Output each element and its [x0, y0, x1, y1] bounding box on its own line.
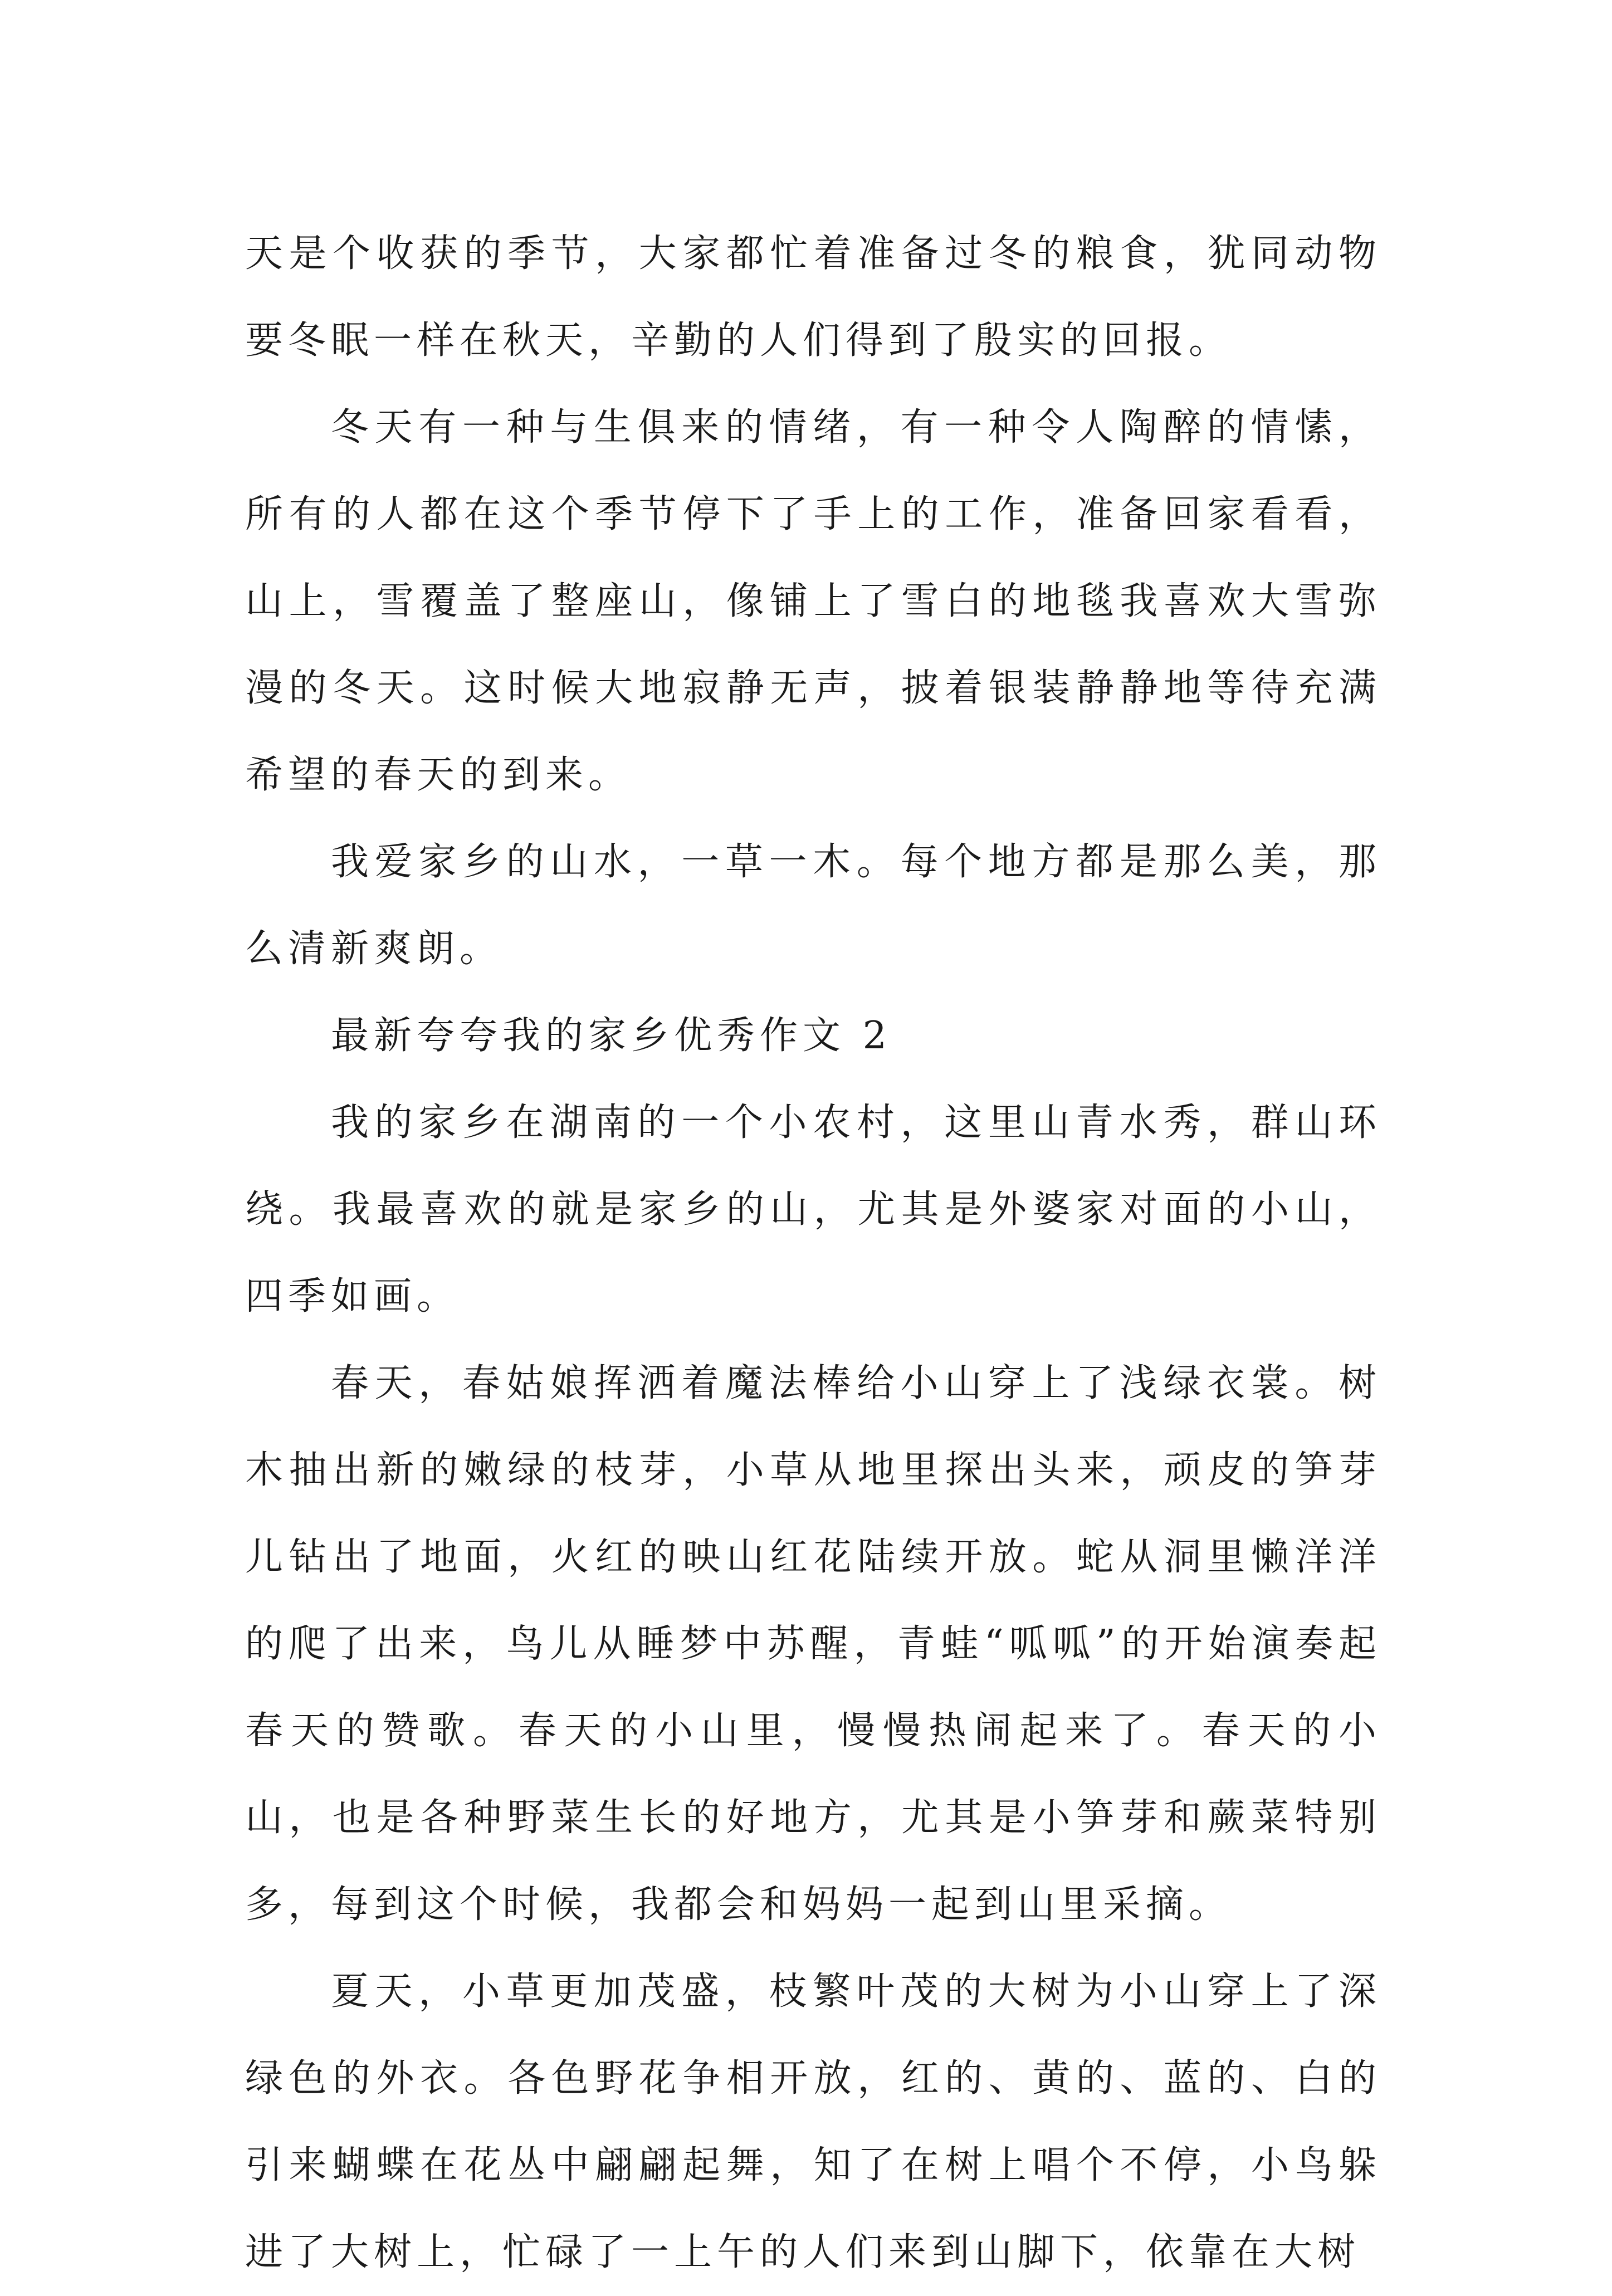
paragraph-spring: 春天，春姑娘挥洒着魔法棒给小山穿上了浅绿衣裳。树木抽出新的嫩绿的枝芽，小草从地里探出头来，顽皮的笋芽儿钻出了地面，火红的映山红花陆续开放。蛇从洞里懒洋洋的爬了出来，鸟儿从睡梦中苏醒，青蛙“呱呱”的开始演奏起春天的赞歌。春天的小山里，慢慢热闹起来了。春天的小山，也是各种野菜生长的好地方，尤其是小笋芽和蕨菜特别多，每到这个时候，我都会和妈妈一起到山里采摘。 — [245, 1361, 1381, 1927]
essay-body — [245, 211, 1381, 2296]
paragraph-intro-2: 我的家乡在湖南的一个小农村，这里山青水秀，群山环绕。我最喜欢的就是家乡的山，尤其是外婆家对面的小山，四季如画。 — [245, 1101, 1381, 1318]
paragraph-summer: 夏天，小草更加茂盛，枝繁叶茂的大树为小山穿上了深绿色的外衣。各色野花争相开放，红的、黄的、蓝的、白的引来蝴蝶在花丛中翩翩起舞，知了在树上唱个不停，小鸟躲进了大树上，忙碌了一上午的人们来到山脚下，依靠在大树 — [245, 1970, 1381, 2274]
paragraph-winter: 冬天有一种与生俱来的情绪，有一种令人陶醉的情愫，所有的人都在这个季节停下了手上的工作，准备回家看看，山上，雪覆盖了整座山，像铺上了雪白的地毯我喜欢大雪弥漫的冬天。这时候大地寂静无声，披着银装静静地等待充满希望的春天的到来。 — [245, 406, 1381, 797]
paragraph-love-hometown: 我爱家乡的山水，一草一木。每个地方都是那么美，那么清新爽朗。 — [245, 840, 1381, 971]
paragraph-autumn-end: 天是个收获的季节，大家都忙着准备过冬的粮食，犹同动物要冬眠一样在秋天，辛勤的人们得到了殷实的回报。 — [245, 232, 1381, 363]
essay-title-2: 最新夸夸我的家乡优秀作文 2 — [331, 1014, 892, 1058]
